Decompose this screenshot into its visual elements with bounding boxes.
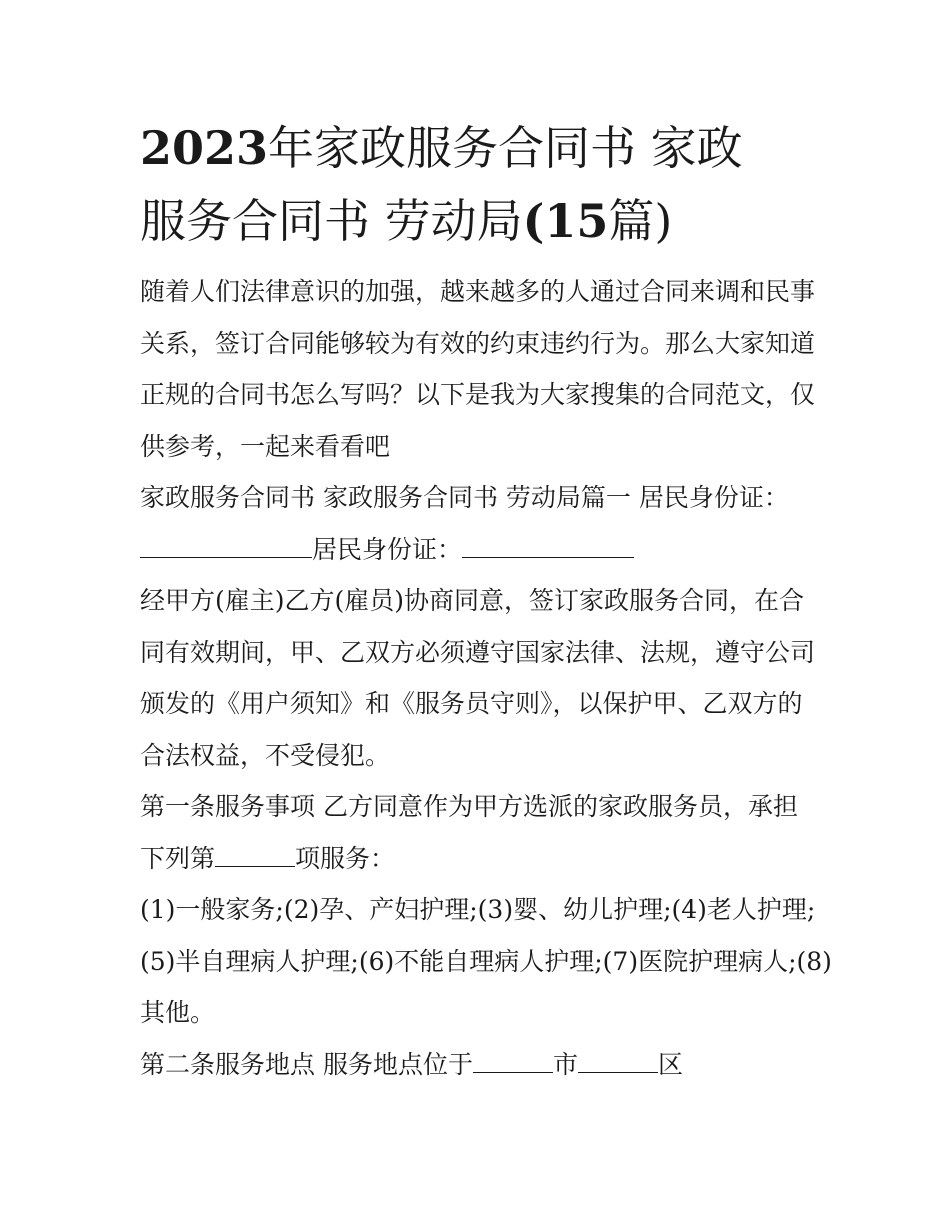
id-line [140,524,820,576]
blank-field [578,1048,658,1073]
article-2-district: 区 [657,1049,683,1079]
article-1 [140,781,820,884]
article-1-prefix: 下列第 [140,843,216,873]
agreement-line: 颁发的《用户须知》和《服务员守则》，以保护甲、乙双方的 [140,689,803,718]
blank-field [462,533,634,558]
article-2-line [140,1039,820,1091]
document-page [140,112,832,1090]
intro-line: 随着人们法律意识的加强，越来越多的人通过合同来调和民事 [140,277,816,306]
services-line: 其他。 [140,998,216,1027]
services-line: (1)一般家务;(2)孕、产妇护理;(3)婴、幼儿护理;(4)老人护理; [140,895,816,924]
title-year: 2023 [140,121,269,175]
title-line-2-text: 服务合同书 劳动局 [140,194,523,248]
title-line-2-end: 篇) [608,194,673,248]
article-2 [140,1039,820,1091]
document-title [140,112,820,258]
title-count: (15 [522,194,609,248]
section-heading-line: 家政服务合同书 家政服务合同书 劳动局篇一 居民身份证： [140,483,789,512]
intro-line: 关系，签订合同能够较为有效的约束违约行为。那么大家知道 [140,328,816,358]
article-1-line [140,833,820,885]
title-line-2 [140,185,820,258]
article-2-prefix: 第二条服务地点 服务地点位于 [140,1049,473,1079]
intro-line: 供参考，一起来看看吧 [140,431,391,461]
id-label: 居民身份证： [312,534,463,564]
services-line: (5)半自理病人护理;(6)不能自理病人护理;(7)医院护理病人;(8) [140,946,832,976]
agreement-line: 同有效期间，甲、乙双方必须遵守国家法律、法规，遵守公司 [140,637,816,667]
blank-field [473,1048,553,1073]
agreement-line: 合法权益，不受侵犯。 [140,740,391,770]
intro-paragraph [140,266,820,472]
agreement-paragraph [140,575,820,781]
article-1-line: 第一条服务事项 乙方同意作为甲方选派的家政服务员，承担 [140,792,798,821]
article-2-city: 市 [552,1049,578,1079]
section-heading [140,472,820,575]
intro-line: 正规的合同书怎么写吗？以下是我为大家搜集的合同范文，仅 [140,380,816,409]
agreement-line: 经甲方(雇主)乙方(雇员)协商同意，签订家政服务合同，在合 [140,586,805,615]
blank-field [140,533,312,558]
services-list [140,884,832,1039]
blank-field [215,842,295,867]
article-1-suffix: 项服务： [295,843,396,873]
title-line-1 [140,112,820,185]
title-line-1-text: 年家政服务合同书 家政 [268,121,743,175]
